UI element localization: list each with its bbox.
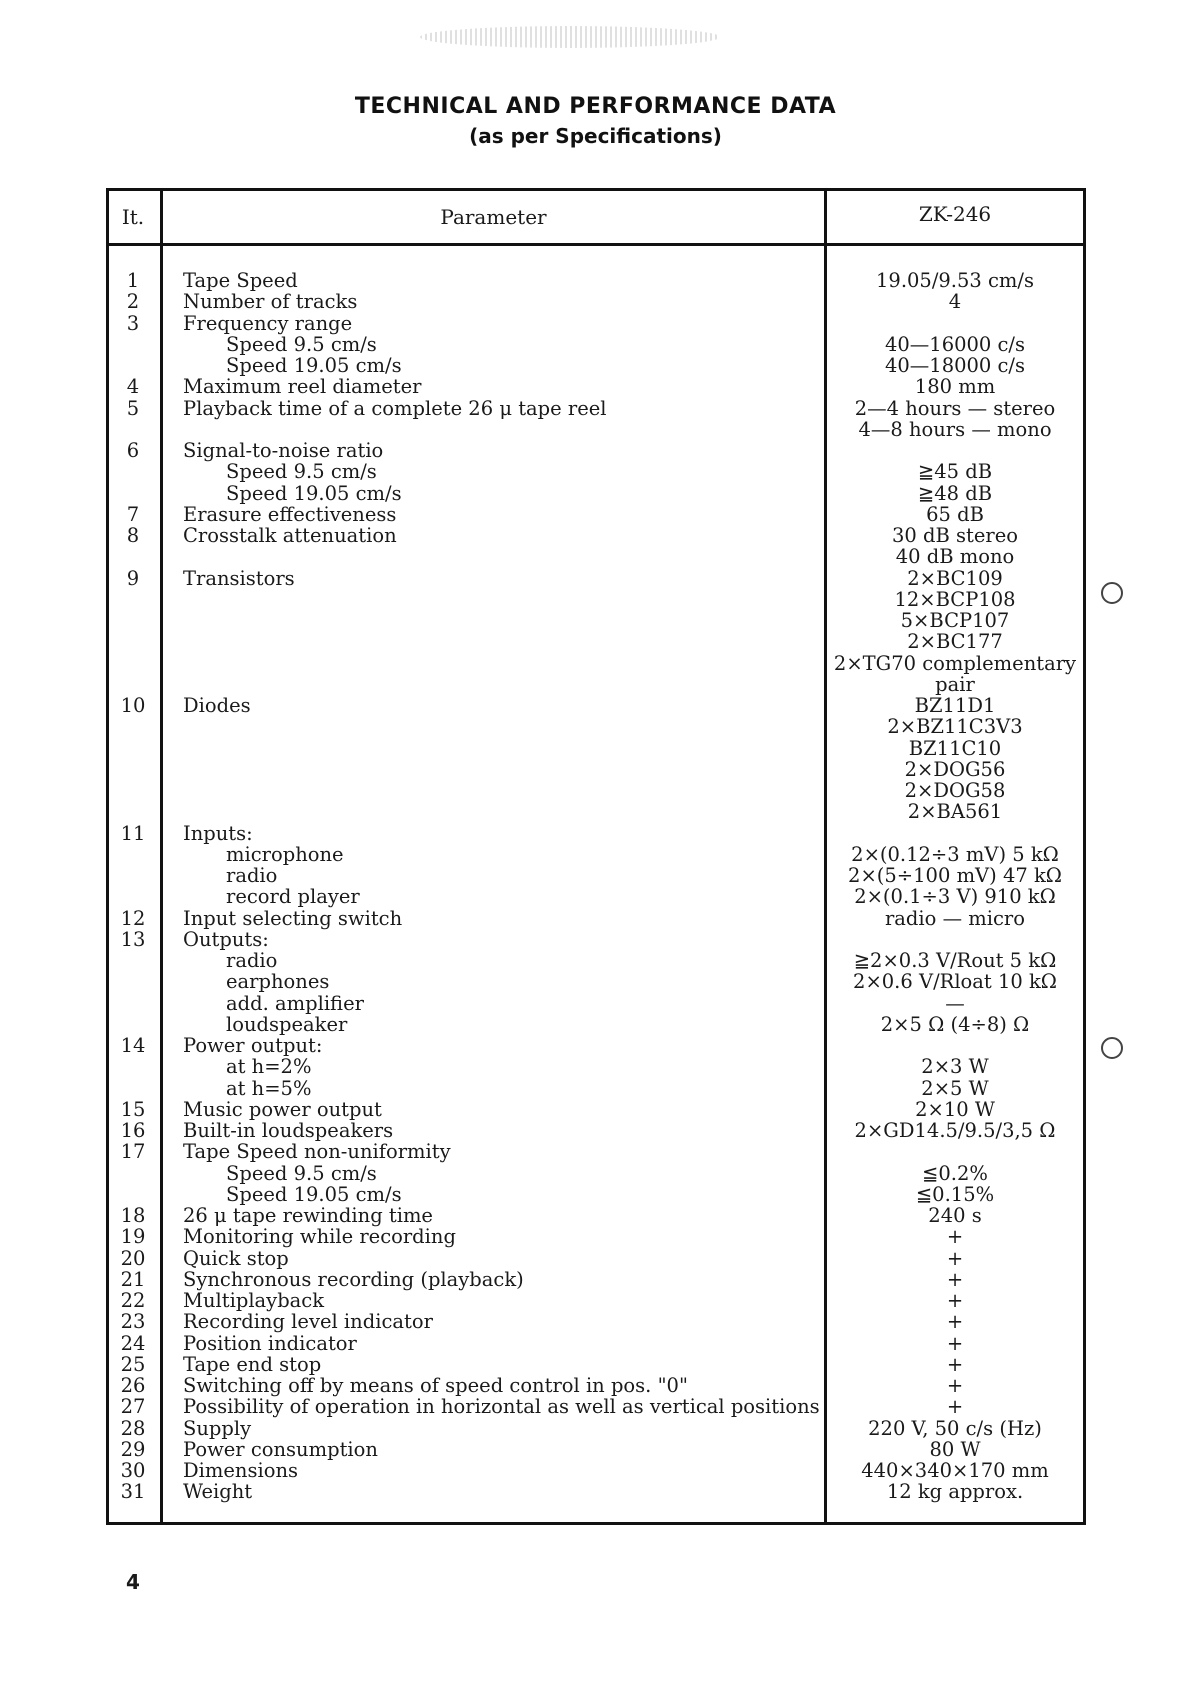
row-parameter: at h=2% bbox=[226, 1055, 312, 1079]
row-parameter: Switching off by means of speed control in pos. "0" bbox=[183, 1374, 688, 1397]
row-value: 4 bbox=[948, 290, 962, 314]
row-parameter: loudspeaker bbox=[226, 1012, 348, 1036]
row-parameter: Crosstalk attenuation bbox=[183, 524, 397, 547]
row-value: 19.05/9.53 cm/s bbox=[876, 269, 1034, 292]
row-parameter: Signal-to-noise ratio bbox=[183, 439, 384, 462]
row-parameter: Possibility of operation in horizontal as well as vertical positions bbox=[183, 1395, 820, 1419]
column-header-parameter: Parameter bbox=[440, 205, 547, 229]
row-number: 25 bbox=[120, 1352, 146, 1376]
row-value: BZ11D1 bbox=[914, 694, 996, 717]
row-value: BZ11C10 bbox=[908, 736, 1002, 760]
row-parameter: earphones bbox=[226, 970, 330, 994]
row-value: pair bbox=[935, 672, 975, 696]
row-parameter: Multiplayback bbox=[183, 1289, 325, 1312]
row-number: 11 bbox=[120, 821, 146, 845]
table-header-divider bbox=[106, 243, 1086, 246]
row-value: + bbox=[946, 1246, 964, 1270]
row-parameter: Input selecting switch bbox=[183, 906, 403, 930]
row-parameter: Monitoring while recording bbox=[183, 1225, 456, 1249]
column-divider-item bbox=[160, 188, 163, 1525]
row-value: 220 V, 50 c/s (Hz) bbox=[868, 1416, 1042, 1440]
row-parameter: Supply bbox=[183, 1416, 252, 1440]
row-value: 40—16000 c/s bbox=[884, 332, 1026, 356]
row-value: ≧48 dB bbox=[917, 481, 993, 505]
row-value: 2×BZ11C3V3 bbox=[887, 715, 1023, 739]
row-value: 30 dB stereo bbox=[891, 524, 1018, 547]
row-number: 22 bbox=[120, 1289, 146, 1312]
row-parameter: Speed 9.5 cm/s bbox=[226, 460, 377, 484]
row-parameter: record player bbox=[226, 885, 360, 909]
row-value: 2×5 W bbox=[921, 1076, 989, 1100]
column-header-model: ZK-246 bbox=[918, 202, 992, 226]
row-value: 4—8 hours — mono bbox=[858, 417, 1052, 441]
row-number: 19 bbox=[120, 1225, 146, 1249]
row-value: + bbox=[946, 1267, 964, 1291]
row-parameter: Tape end stop bbox=[183, 1352, 322, 1376]
row-value: ≧2×0.3 V/Rout 5 kΩ bbox=[853, 949, 1057, 972]
row-value: 2×GD14.5/9.5/3,5 Ω bbox=[854, 1119, 1056, 1142]
row-parameter: Number of tracks bbox=[183, 290, 358, 314]
row-parameter: Tape Speed bbox=[183, 269, 298, 292]
row-value: 12×BCP108 bbox=[894, 587, 1016, 611]
row-value: + bbox=[946, 1289, 964, 1312]
row-parameter: Speed 9.5 cm/s bbox=[226, 1161, 377, 1185]
row-value: + bbox=[946, 1331, 964, 1355]
row-parameter: microphone bbox=[226, 842, 344, 866]
row-parameter: Playback time of a complete 26 μ tape reel bbox=[183, 396, 607, 420]
row-number: 9 bbox=[126, 566, 140, 590]
row-number: 24 bbox=[120, 1331, 146, 1355]
row-value: radio — micro bbox=[884, 906, 1025, 930]
row-parameter: Maximum reel diameter bbox=[183, 375, 422, 399]
row-number: 27 bbox=[120, 1395, 146, 1419]
page-subtitle: (as per Specifications) bbox=[469, 124, 722, 148]
punch-hole-mark bbox=[1101, 1037, 1123, 1059]
row-value: 12 kg approx. bbox=[886, 1480, 1024, 1504]
page-title: TECHNICAL AND PERFORMANCE DATA bbox=[354, 94, 837, 119]
row-number: 4 bbox=[126, 375, 140, 399]
row-value: 2×5 Ω (4÷8) Ω bbox=[880, 1012, 1030, 1036]
row-number: 13 bbox=[120, 927, 146, 951]
row-parameter: Music power output bbox=[183, 1097, 382, 1121]
row-parameter: Dimensions bbox=[183, 1459, 299, 1482]
row-value: ≦0.2% bbox=[922, 1161, 988, 1185]
row-parameter: Speed 9.5 cm/s bbox=[226, 332, 377, 356]
row-value: 2×BC177 bbox=[907, 630, 1003, 654]
row-value: 440×340×170 mm bbox=[861, 1459, 1049, 1482]
row-parameter: Recording level indicator bbox=[183, 1310, 433, 1334]
row-number: 12 bbox=[120, 906, 146, 930]
row-number: 7 bbox=[126, 502, 140, 526]
row-number: 20 bbox=[120, 1246, 146, 1270]
row-parameter: 26 μ tape rewinding time bbox=[183, 1204, 433, 1227]
row-number: 10 bbox=[120, 694, 146, 717]
row-number: 23 bbox=[120, 1310, 146, 1334]
row-parameter: at h=5% bbox=[226, 1076, 312, 1100]
row-number: 21 bbox=[120, 1267, 146, 1291]
row-number: 26 bbox=[120, 1374, 146, 1397]
row-value: 2×BC109 bbox=[907, 566, 1003, 590]
punch-hole-mark bbox=[1101, 582, 1123, 604]
row-number: 1 bbox=[126, 269, 140, 292]
row-value: 5×BCP107 bbox=[900, 609, 1010, 632]
row-value: 2×DOG58 bbox=[904, 779, 1006, 802]
row-value: 2×BA561 bbox=[907, 800, 1003, 824]
row-parameter: Power output: bbox=[183, 1034, 323, 1057]
row-parameter: Transistors bbox=[183, 566, 295, 590]
row-value: 180 mm bbox=[914, 375, 996, 399]
row-number: 28 bbox=[120, 1416, 146, 1440]
row-value: 2—4 hours — stereo bbox=[854, 396, 1056, 420]
row-value: ≦0.15% bbox=[915, 1182, 995, 1206]
row-parameter: add. amplifier bbox=[226, 991, 364, 1015]
row-value: 65 dB bbox=[926, 502, 984, 526]
row-parameter: Outputs: bbox=[183, 927, 269, 951]
row-number: 31 bbox=[120, 1480, 146, 1504]
row-value: 2×10 W bbox=[915, 1097, 995, 1121]
scan-smudge bbox=[420, 26, 720, 48]
row-value: + bbox=[946, 1395, 964, 1419]
row-value: 40 dB mono bbox=[895, 545, 1015, 569]
row-parameter: Synchronous recording (playback) bbox=[183, 1267, 524, 1291]
row-parameter: radio bbox=[226, 864, 278, 887]
row-parameter: Diodes bbox=[183, 694, 251, 717]
row-number: 30 bbox=[120, 1459, 146, 1482]
row-parameter: Speed 19.05 cm/s bbox=[226, 481, 402, 505]
row-parameter: Speed 19.05 cm/s bbox=[226, 1182, 402, 1206]
row-parameter: Built-in loudspeakers bbox=[183, 1119, 394, 1142]
row-value: 40—18000 c/s bbox=[884, 354, 1026, 377]
row-parameter: Erasure effectiveness bbox=[183, 502, 397, 526]
row-parameter: Tape Speed non-uniformity bbox=[183, 1140, 451, 1164]
row-value: ≧45 dB bbox=[917, 460, 993, 484]
row-value: 80 W bbox=[929, 1437, 981, 1461]
row-parameter: Power consumption bbox=[183, 1437, 378, 1461]
row-number: 15 bbox=[120, 1097, 146, 1121]
row-number: 18 bbox=[120, 1204, 146, 1227]
row-parameter: Frequency range bbox=[183, 311, 353, 335]
row-number: 5 bbox=[126, 396, 140, 420]
row-number: 17 bbox=[120, 1140, 146, 1164]
row-value: 2×DOG56 bbox=[904, 757, 1006, 781]
row-value: 2×(5÷100 mV) 47 kΩ bbox=[848, 864, 1062, 887]
row-value: 2×0.6 V/Rloat 10 kΩ bbox=[853, 970, 1057, 994]
row-parameter: Speed 19.05 cm/s bbox=[226, 354, 402, 377]
row-value: 2×(0.12÷3 mV) 5 kΩ bbox=[851, 842, 1059, 866]
row-parameter: Position indicator bbox=[183, 1331, 357, 1355]
row-value: + bbox=[946, 1352, 964, 1376]
row-number: 6 bbox=[126, 439, 140, 462]
row-value: + bbox=[946, 1374, 964, 1397]
row-number: 14 bbox=[120, 1034, 146, 1057]
row-value: 2×TG70 complementary bbox=[833, 651, 1077, 675]
row-value: 240 s bbox=[928, 1204, 982, 1227]
row-value: 2×3 W bbox=[921, 1055, 989, 1079]
row-value: + bbox=[946, 1225, 964, 1249]
row-number: 29 bbox=[120, 1437, 146, 1461]
row-parameter: Inputs: bbox=[183, 821, 253, 845]
row-parameter: Weight bbox=[183, 1480, 253, 1504]
row-value: — bbox=[945, 991, 965, 1015]
row-parameter: radio bbox=[226, 949, 278, 972]
row-number: 16 bbox=[120, 1119, 146, 1142]
page-number: 4 bbox=[126, 1570, 140, 1594]
row-value: + bbox=[946, 1310, 964, 1334]
row-number: 2 bbox=[126, 290, 140, 314]
row-parameter: Quick stop bbox=[183, 1246, 289, 1270]
row-value: 2×(0.1÷3 V) 910 kΩ bbox=[854, 885, 1056, 909]
row-number: 8 bbox=[126, 524, 140, 547]
column-header-item: It. bbox=[121, 205, 145, 229]
row-number: 3 bbox=[126, 311, 140, 335]
